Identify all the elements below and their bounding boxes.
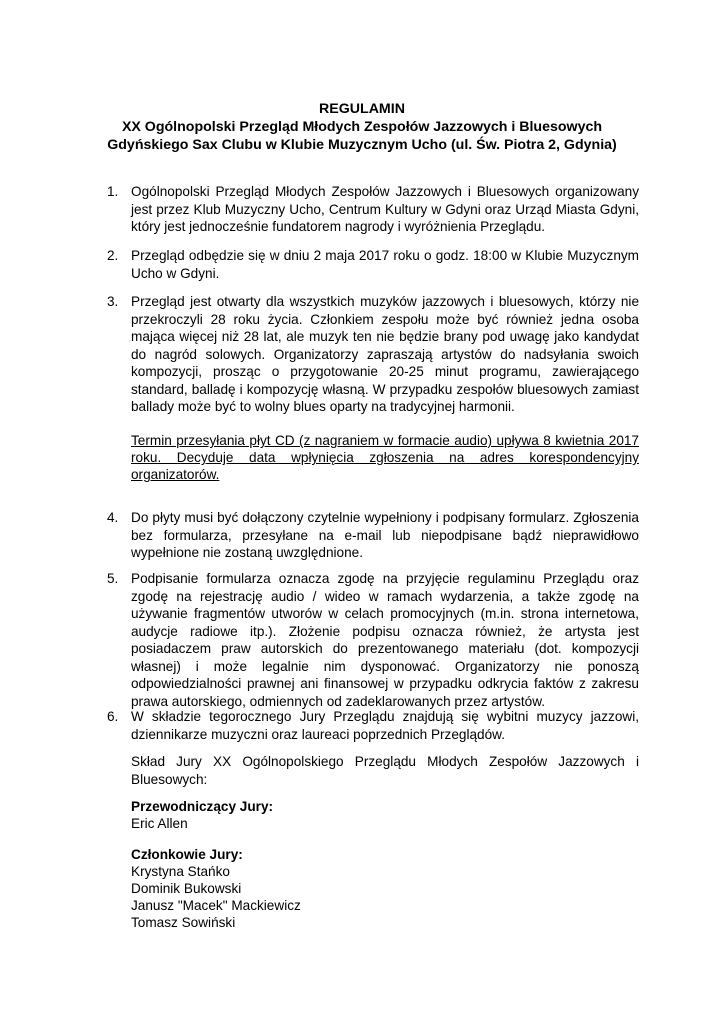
rule-item-4 <box>107 509 639 562</box>
rule-text: W składzie tegorocznego Jury Przeglądu znajdują się wybitni muzycy jazzowi, dziennikarze muzyczni oraz laureaci poprzednich Przeglądów. <box>131 709 639 742</box>
rule-text: Do płyty musi być dołączony czytelnie wypełniony i podpisany formularz. Zgłoszenia bez formularza, przesyłane na e-mail lub niepodpisane bądź nieprawidłowo wypełnione nie zostaną uwzględnione. <box>131 510 639 560</box>
document-subtitle: XX Ogólnopolski Przegląd Młodych Zespołów Jazzowych i Bluesowych <box>121 119 603 135</box>
jury-intro: Skład Jury XX Ogólnopolskiego Przeglądu Młodych Zespołów Jazzowych i Bluesowych: <box>131 754 639 787</box>
jury-member: Krystyna Stańko <box>131 864 230 879</box>
jury-chair-label: Przewodniczący Jury: <box>131 799 274 814</box>
jury-chair-name: Eric Allen <box>131 816 188 831</box>
rule-number: 3. <box>107 294 119 309</box>
rule-item-1 <box>107 183 639 236</box>
submission-deadline: Termin przesyłania płyt CD (z nagraniem w formacie audio) upływa 8 kwietnia 2017 roku. Decyduje data wpłynięcia zgłoszenia na adres korespondencyjny organizatorów. <box>131 433 639 482</box>
jury-member: Tomasz Sowiński <box>131 915 236 930</box>
rule-number: 2. <box>107 248 119 263</box>
rule-number: 6. <box>107 709 119 724</box>
rule-item-3 <box>107 293 639 416</box>
jury-member: Dominik Bukowski <box>131 881 242 896</box>
rule-text: Przegląd jest otwarty dla wszystkich muzyków jazzowych i bluesowych, którzy nie przekroczyli 28 roku życia. Członkiem zespołu może być również jedna osoba mająca więcej niż 28 lat, ale muzyk ten nie będzie brany pod uwagę jako kandydat do nagród solowych. Organizatorzy zapraszają artystów do nadsyłania swoich kompozycji, prosząc o przygotowanie 20-25 minut programu, zawierającego standard, balladę i kompozycję własną. W przypadku zespołów bluesowych zamiast ballady może być to wolny blues oparty na tradycyjnej harmonii. <box>131 294 639 414</box>
document-title: REGULAMIN <box>319 101 405 117</box>
rule-item-5 <box>107 570 639 710</box>
jury-member: Janusz "Macek" Mackiewicz <box>131 898 301 913</box>
jury-members-label: Członkowie Jury: <box>131 847 243 862</box>
rule-item-6 <box>107 708 639 743</box>
rule-text: Przegląd odbędzie się w dniu 2 maja 2017 roku o godz. 18:00 w Klubie Muzycznym Ucho w Gdyni. <box>131 248 639 281</box>
document-header <box>0 100 724 154</box>
document-venue: Gdyńskiego Sax Clubu w Klubie Muzycznym Ucho (ul. Św. Piotra 2, Gdynia) <box>107 137 617 153</box>
rule-text: Podpisanie formularza oznacza zgodę na przyjęcie regulaminu Przeglądu oraz zgodę na rejestrację audio / wideo w ramach wydarzenia, a także zgodę na używanie fragmentów utworów w celach promocyjnych (m.in. strona internetowa, audycje radiowe itp.). Złożenie podpisu oznacza również, że artysta jest posiadaczem praw autorskich do prezentowanego materiału (dot. kompozycji własnej) i może legalnie nim dysponować. Organizatorzy nie ponoszą odpowiedzialności prawnej ani finansowej w przypadku odkrycia faktów z zakresu prawa autorskiego, odmiennych od zadeklarowanych przez artystów. <box>131 571 639 709</box>
rule-number: 4. <box>107 510 119 525</box>
rule-item-2 <box>107 247 639 282</box>
rule-number: 1. <box>107 184 119 199</box>
rule-text: Ogólnopolski Przegląd Młodych Zespołów Jazzowych i Bluesowych organizowany jest przez Klub Muzyczny Ucho, Centrum Kultury w Gdyni oraz Urząd Miasta Gdyni, który jest jednocześnie fundatorem nagrody i wyróżnienia Przeglądu. <box>131 184 639 234</box>
rule-number: 5. <box>107 571 119 586</box>
